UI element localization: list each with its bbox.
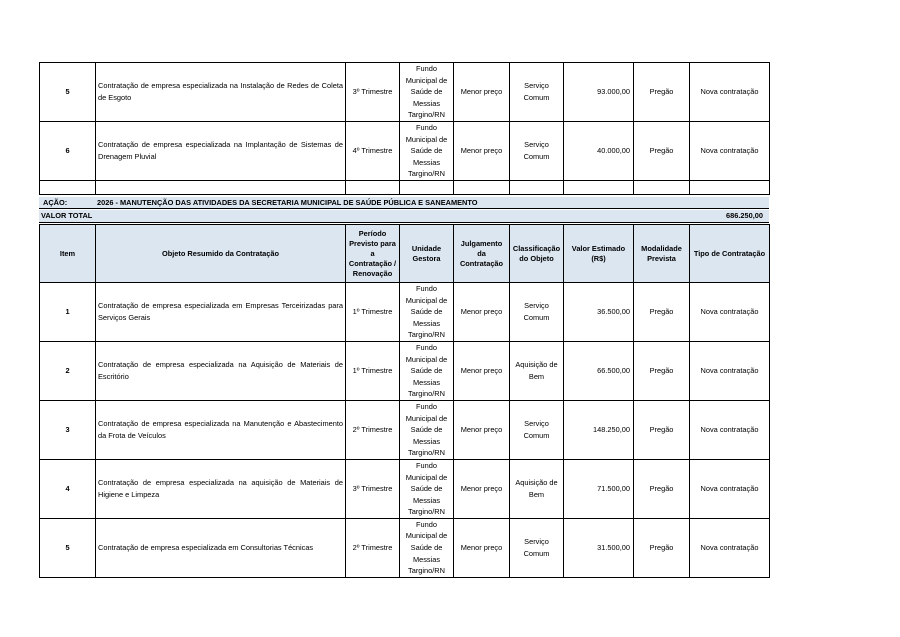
previous-action-table [39, 62, 770, 195]
valor-cell: 71.500,00 [564, 459, 634, 518]
modalidade-cell: Pregão [634, 341, 690, 400]
julgamento-cell: Menor preço [454, 341, 510, 400]
table-header-row [40, 225, 770, 283]
classificacao-cell: Aquisição de Bem [510, 341, 564, 400]
header-modalidade: Modalidade Prevista [634, 225, 690, 283]
valor-cell: 66.500,00 [564, 341, 634, 400]
objeto-cell: Contratação de empresa especializada na Manutenção e Abastecimento da Frota de Veículos [96, 400, 346, 459]
objeto-cell: Contratação de empresa especializada na Instalação de Redes de Coleta de Esgoto [96, 63, 346, 122]
header-objeto: Objeto Resumido da Contratação [96, 225, 346, 283]
periodo-cell: 2º Trimestre [346, 400, 400, 459]
action-label: AÇÃO: [43, 198, 68, 207]
unidade-cell: Fundo Municipal de Saúde de Messias Targino/RN [400, 283, 454, 342]
table-row [40, 63, 770, 122]
table-row [40, 283, 770, 342]
classificacao-cell: Serviço Comum [510, 63, 564, 122]
periodo-cell: 1º Trimestre [346, 341, 400, 400]
action-title: 2026 - MANUTENÇÃO DAS ATIVIDADES DA SECRETARIA MUNICIPAL DE SAÚDE PÚBLICA E SANEAMENTO [97, 198, 478, 207]
periodo-cell: 2º Trimestre [346, 518, 400, 577]
periodo-cell: 4º Trimestre [346, 121, 400, 180]
item-cell: 1 [40, 283, 96, 342]
tipo-cell: Nova contratação [690, 63, 770, 122]
classificacao-cell: Serviço Comum [510, 283, 564, 342]
modalidade-cell: Pregão [634, 459, 690, 518]
modalidade-cell: Pregão [634, 400, 690, 459]
empty-row [40, 180, 770, 194]
julgamento-cell: Menor preço [454, 459, 510, 518]
julgamento-cell: Menor preço [454, 283, 510, 342]
item-cell: 2 [40, 341, 96, 400]
table-row [40, 459, 770, 518]
item-cell: 5 [40, 63, 96, 122]
modalidade-cell: Pregão [634, 121, 690, 180]
modalidade-cell: Pregão [634, 63, 690, 122]
empty-cell [96, 180, 346, 194]
unidade-cell: Fundo Municipal de Saúde de Messias Targino/RN [400, 400, 454, 459]
table-row [40, 341, 770, 400]
header-unidade: Unidade Gestora [400, 225, 454, 283]
empty-cell [634, 180, 690, 194]
unidade-cell: Fundo Municipal de Saúde de Messias Targino/RN [400, 459, 454, 518]
unidade-cell: Fundo Municipal de Saúde de Messias Targino/RN [400, 341, 454, 400]
tipo-cell: Nova contratação [690, 341, 770, 400]
modalidade-cell: Pregão [634, 518, 690, 577]
header-classificacao: Classificação do Objeto [510, 225, 564, 283]
unidade-cell: Fundo Municipal de Saúde de Messias Targino/RN [400, 518, 454, 577]
valor-cell: 148.250,00 [564, 400, 634, 459]
classificacao-cell: Serviço Comum [510, 400, 564, 459]
periodo-cell: 1º Trimestre [346, 283, 400, 342]
empty-cell [346, 180, 400, 194]
item-cell: 4 [40, 459, 96, 518]
classificacao-cell: Serviço Comum [510, 518, 564, 577]
tipo-cell: Nova contratação [690, 400, 770, 459]
header-tipo: Tipo de Contratação [690, 225, 770, 283]
periodo-cell: 3º Trimestre [346, 63, 400, 122]
valor-cell: 31.500,00 [564, 518, 634, 577]
action-band [39, 197, 769, 209]
empty-cell [690, 180, 770, 194]
item-cell: 6 [40, 121, 96, 180]
objeto-cell: Contratação de empresa especializada na aquisição de Materiais de Higiene e Limpeza [96, 459, 346, 518]
valor-cell: 36.500,00 [564, 283, 634, 342]
classificacao-cell: Serviço Comum [510, 121, 564, 180]
objeto-cell: Contratação de empresa especializada em Consultorias Técnicas [96, 518, 346, 577]
item-cell: 3 [40, 400, 96, 459]
empty-cell [400, 180, 454, 194]
julgamento-cell: Menor preço [454, 121, 510, 180]
contracts-table [39, 224, 770, 578]
tipo-cell: Nova contratação [690, 459, 770, 518]
empty-cell [564, 180, 634, 194]
total-label: VALOR TOTAL [41, 211, 93, 220]
objeto-cell: Contratação de empresa especializada na Aquisição de Materiais de Escritório [96, 341, 346, 400]
table-row [40, 121, 770, 180]
valor-cell: 93.000,00 [564, 63, 634, 122]
julgamento-cell: Menor preço [454, 518, 510, 577]
item-cell: 5 [40, 518, 96, 577]
classificacao-cell: Aquisição de Bem [510, 459, 564, 518]
empty-cell [510, 180, 564, 194]
total-value: 686.250,00 [726, 211, 763, 220]
unidade-cell: Fundo Municipal de Saúde de Messias Targino/RN [400, 63, 454, 122]
periodo-cell: 3º Trimestre [346, 459, 400, 518]
total-band [39, 210, 769, 223]
header-item: Item [40, 225, 96, 283]
tipo-cell: Nova contratação [690, 283, 770, 342]
header-julgamento: Julgamento da Contratação [454, 225, 510, 283]
julgamento-cell: Menor preço [454, 400, 510, 459]
julgamento-cell: Menor preço [454, 63, 510, 122]
valor-cell: 40.000,00 [564, 121, 634, 180]
unidade-cell: Fundo Municipal de Saúde de Messias Targino/RN [400, 121, 454, 180]
modalidade-cell: Pregão [634, 283, 690, 342]
empty-cell [454, 180, 510, 194]
objeto-cell: Contratação de empresa especializada em Empresas Terceirizadas para Serviços Gerais [96, 283, 346, 342]
objeto-cell: Contratação de empresa especializada na Implantação de Sistemas de Drenagem Pluvial [96, 121, 346, 180]
empty-cell [40, 180, 96, 194]
tipo-cell: Nova contratação [690, 518, 770, 577]
header-periodo: Período Previsto para a Contratação / Renovação [346, 225, 400, 283]
header-valor: Valor Estimado (R$) [564, 225, 634, 283]
table-row [40, 518, 770, 577]
table-row [40, 400, 770, 459]
tipo-cell: Nova contratação [690, 121, 770, 180]
